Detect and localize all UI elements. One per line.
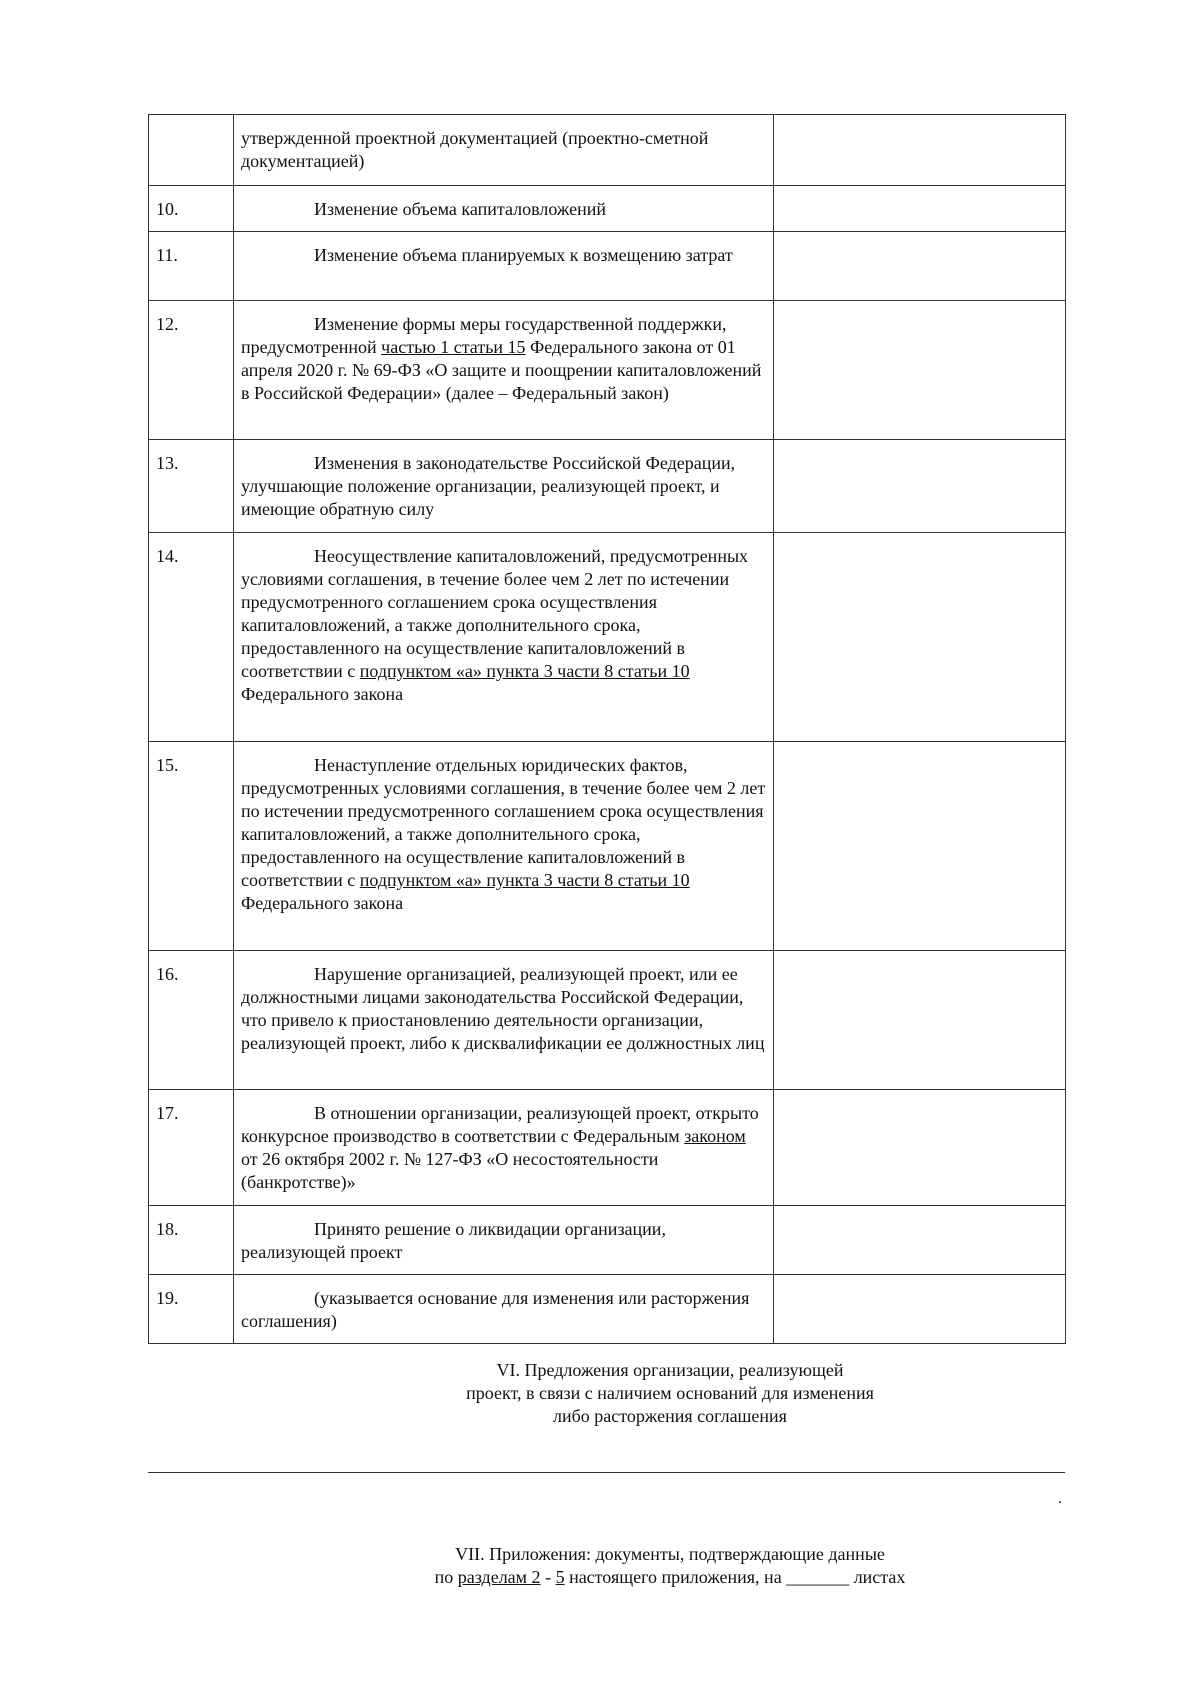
- table-row: [149, 301, 1066, 440]
- row-description: [234, 115, 774, 186]
- row-value-cell[interactable]: [774, 186, 1066, 232]
- heading-line: VII. Приложения: документы, подтверждающие данные: [455, 1544, 885, 1564]
- row-text: Изменение объема капиталовложений: [314, 199, 606, 219]
- heading-line: [380, 1566, 960, 1589]
- table-row: [149, 742, 1066, 951]
- row-text: (указывается основание для изменения или расторжения соглашения): [241, 1288, 750, 1331]
- text: -: [540, 1567, 556, 1587]
- row-description: [234, 186, 774, 232]
- table-row: [149, 186, 1066, 232]
- row-text: Федерального закона: [241, 684, 404, 704]
- table-row: [149, 440, 1066, 533]
- row-text: Неосуществление капиталовложений, предусмотренных условиями соглашения, в течение более чем 2 лет по истечении предусмотренного соглашением срока осуществления капиталовложений, а также дополнительного срока, предоставленного на осуществление капиталовложений в соответствии с: [241, 546, 749, 681]
- row-description: [234, 742, 774, 951]
- row-description: [234, 1206, 774, 1275]
- row-text: Федерального закона от 01 апреля 2020 г. № 69-ФЗ «О защите и поощрении капиталовложений в Российской Федерации» (далее – Федеральный закон): [241, 337, 762, 403]
- row-description: [234, 440, 774, 533]
- section-7-heading: [380, 1543, 960, 1589]
- row-value-cell[interactable]: [774, 301, 1066, 440]
- heading-line: либо расторжения соглашения: [553, 1406, 787, 1426]
- row-description: [234, 232, 774, 301]
- row-value-cell[interactable]: [774, 951, 1066, 1090]
- heading-line: проект, в связи с наличием оснований для изменения: [466, 1383, 874, 1403]
- row-number: 13.: [149, 440, 234, 533]
- row-description: [234, 1275, 774, 1344]
- row-number: 11.: [149, 232, 234, 301]
- row-text: Федерального закона: [241, 893, 404, 913]
- row-value-cell[interactable]: [774, 1206, 1066, 1275]
- row-number: [149, 115, 234, 186]
- row-description: [234, 1090, 774, 1206]
- row-text: Изменение формы меры государственной поддержки, предусмотренной: [241, 314, 727, 357]
- row-text: Изменение объема планируемых к возмещению затрат: [314, 245, 733, 265]
- row-number: 16.: [149, 951, 234, 1090]
- row-description: [234, 951, 774, 1090]
- row-value-cell[interactable]: [774, 742, 1066, 951]
- row-value-cell[interactable]: [774, 1275, 1066, 1344]
- proposal-entry-line[interactable]: [148, 1472, 1065, 1473]
- row-value-cell[interactable]: [774, 1090, 1066, 1206]
- table-row: [149, 115, 1066, 186]
- table-row: [149, 1275, 1066, 1344]
- row-number: 12.: [149, 301, 234, 440]
- law-reference-link[interactable]: законом: [684, 1126, 746, 1146]
- heading-line: VI. Предложения организации, реализующей: [496, 1360, 844, 1380]
- row-text: утвержденной проектной документацией (проектно-сметной документацией): [241, 128, 709, 171]
- text: настоящего приложения, на: [564, 1567, 787, 1587]
- trailing-period: .: [1058, 1490, 1062, 1507]
- law-reference-link[interactable]: подпунктом «а» пункта 3 части 8 статьи 10: [359, 870, 690, 890]
- row-description: [234, 301, 774, 440]
- row-number: 17.: [149, 1090, 234, 1206]
- row-text: Ненаступление отдельных юридических фактов, предусмотренных условиями соглашения, в течение более чем 2 лет по истечении предусмотренного соглашением срока осуществления капиталовложений, а также дополнительного срока, предоставленного на осуществление капиталовложений в соответствии с: [241, 755, 766, 890]
- row-text: Изменения в законодательстве Российской Федерации, улучшающие положение организации, реализующей проект, и имеющие обратную силу: [241, 453, 736, 519]
- law-reference-link[interactable]: частью 1 статьи 15: [381, 337, 526, 357]
- row-text: В отношении организации, реализующей проект, открыто конкурсное производство в соответствии с Федеральным: [241, 1103, 759, 1146]
- row-number: 14.: [149, 533, 234, 742]
- row-number: 10.: [149, 186, 234, 232]
- table-row: [149, 1206, 1066, 1275]
- row-description: [234, 533, 774, 742]
- sections-link[interactable]: разделам 2: [457, 1567, 541, 1587]
- row-text: Принято решение о ликвидации организации, реализующей проект: [241, 1219, 666, 1262]
- sheet-count-blank[interactable]: _______: [786, 1567, 850, 1587]
- table-row: [149, 1090, 1066, 1206]
- section-6-heading: [400, 1359, 940, 1428]
- row-number: 15.: [149, 742, 234, 951]
- section-5-link[interactable]: 5: [555, 1567, 565, 1587]
- row-number: 19.: [149, 1275, 234, 1344]
- text: листах: [849, 1567, 906, 1587]
- table-row: [149, 232, 1066, 301]
- row-value-cell[interactable]: [774, 232, 1066, 301]
- row-text: от 26 октября 2002 г. № 127-ФЗ «О несостоятельности (банкротстве)»: [241, 1149, 659, 1192]
- row-text: Нарушение организацией, реализующей проект, или ее должностными лицами законодательства Российской Федерации, что привело к приостановлению деятельности организации, реализующей проект, либо к дисквалификации ее должностных лиц: [241, 964, 765, 1053]
- text: по: [434, 1567, 458, 1587]
- grounds-table: [148, 114, 1066, 1344]
- table-row: [149, 533, 1066, 742]
- law-reference-link[interactable]: подпунктом «а» пункта 3 части 8 статьи 10: [359, 661, 690, 681]
- row-value-cell[interactable]: [774, 115, 1066, 186]
- table-row: [149, 951, 1066, 1090]
- row-value-cell[interactable]: [774, 440, 1066, 533]
- row-number: 18.: [149, 1206, 234, 1275]
- row-value-cell[interactable]: [774, 533, 1066, 742]
